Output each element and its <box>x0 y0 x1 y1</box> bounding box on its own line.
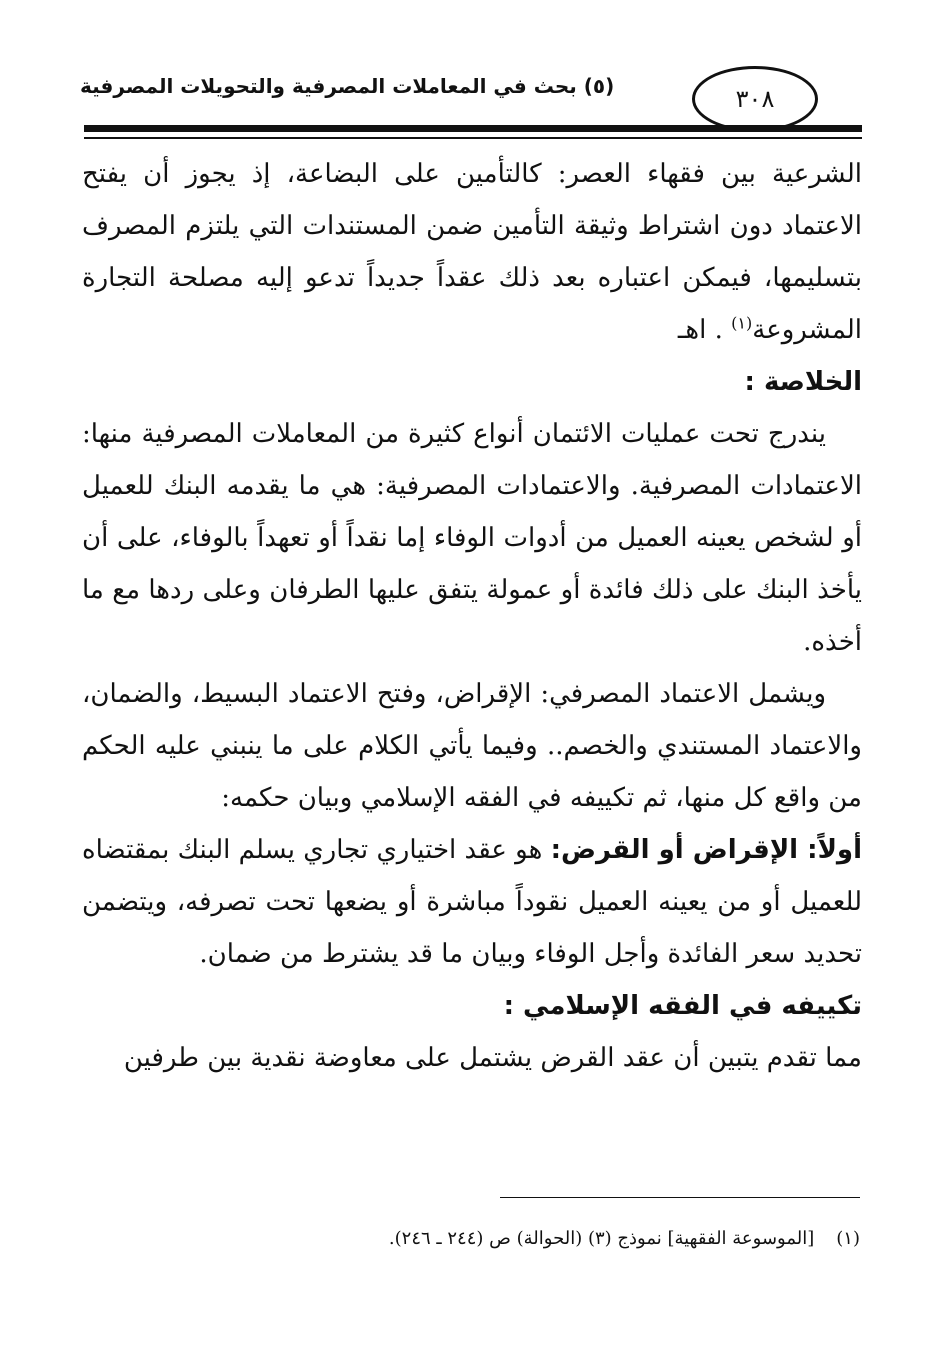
footnote <box>82 1228 860 1249</box>
paragraph-end: . اهـ <box>677 315 732 345</box>
lending-definition: هو عقد اختياري تجاري يسلم البنك بمقتضاه للعميل أو من يعينه العميل نقوداً مباشرة أو يضعها تحت تصرفه، ويتضمن تحديد سعر الفائدة وأجل الوفاء وبيان ما قد يشترط من ضمان. <box>82 835 862 969</box>
header-rule-thin <box>84 137 862 139</box>
header-title: (٥) بحث في المعاملات المصرفية والتحويلات المصرفية <box>80 74 615 98</box>
lending-term: أولاً: الإقراض أو القرض: <box>550 835 862 865</box>
body-text <box>82 148 862 1084</box>
paragraph-credit-operations: يندرج تحت عمليات الائتمان أنواع كثيرة من المعاملات المصرفية منها: الاعتمادات المصرفية. والاعتمادات المصرفية: هي ما يقدمه البنك للعميل أو لشخص يعينه العميل من أدوات الوفاء إما نقداً أو تعهداً بالوفاء، على أن يأخذ البنك على ذلك فائدة أو عمولة يتفق عليها الطرفان وعلى ردها مع ما أخذه. <box>82 419 862 657</box>
page-number: ٣٠٨ <box>735 85 775 113</box>
footnote-text: [الموسوعة الفقهية] نموذج (٣) (الحوالة) ص (٢٤٤ ـ ٢٤٦). <box>388 1228 815 1249</box>
paragraph-bank-credit-types: ويشمل الاعتماد المصرفي: الإقراض، وفتح الاعتماد البسيط، والضمان، والاعتماد المستندي والخصم.. وفيما يأتي الكلام على ما ينبني عليه الحكم من واقع كل منها، ثم تكييفه في الفقه الإسلامي وبيان حكمه: <box>82 679 862 813</box>
section-heading-summary: الخلاصة : <box>744 367 862 397</box>
paragraph-continuation <box>82 148 862 356</box>
paragraph-lending <box>82 824 862 980</box>
paragraph-loan-contract: مما تقدم يتبين أن عقد القرض يشتمل على معاوضة نقدية بين طرفين <box>123 1043 862 1073</box>
page-number-oval <box>692 66 818 132</box>
paragraph-text: الشرعية بين فقهاء العصر: كالتأمين على البضاعة، إذ يجوز أن يفتح الاعتماد دون اشتراط وثيقة التأمين ضمن المستندات التي يلتزم المصرف بتسليمها، فيمكن اعتباره بعد ذلك عقداً جديداً تدعو إليه مصلحة التجارة المشروعة <box>82 159 862 345</box>
footnote-reference[interactable]: (١) <box>731 313 753 333</box>
section-heading-jurisprudence: تكييفه في الفقه الإسلامي : <box>503 991 862 1021</box>
running-header <box>80 64 862 134</box>
footnote-separator <box>500 1197 860 1198</box>
footnote-number: (١) <box>836 1228 860 1249</box>
header-rule-thick <box>84 125 862 132</box>
